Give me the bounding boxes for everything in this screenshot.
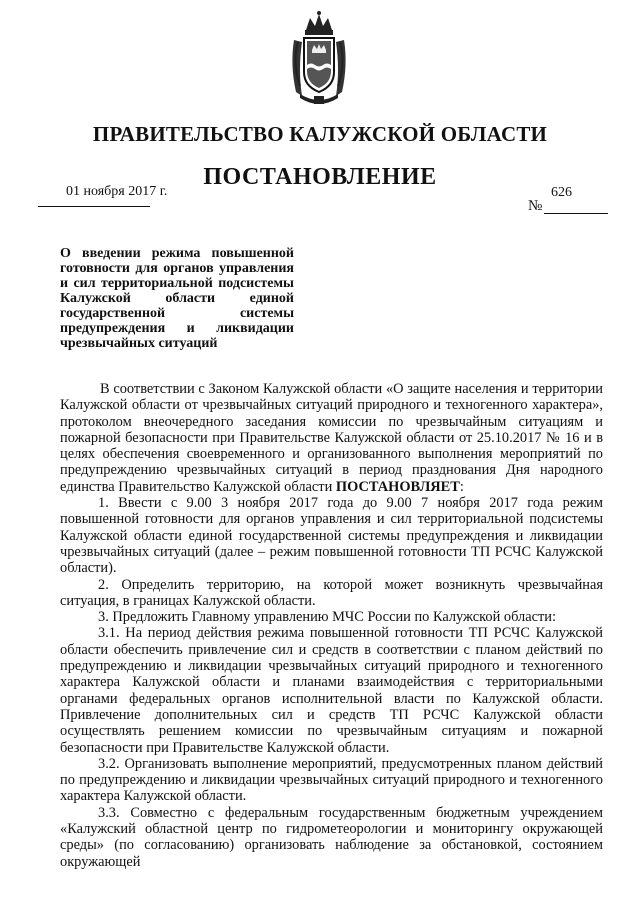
organization-title: ПРАВИТЕЛЬСТВО КАЛУЖСКОЙ ОБЛАСТИ <box>92 122 548 146</box>
preamble-text: В соответствии с Законом Калужской области «О защите населения и территории Калужской области от чрезвычайных ситуаций природного и техногенного характера», протоколом внеочередного заседания комиссии по чрезвычайным ситуациям и пожарной безопасности при Правительстве Калужской области от 25.10.2017 № 16 и в целях обеспечения своевременного и организованного выполнения мероприятий по предупреждению чрезвычайных ситуаций в период празднования Дня народного единства Правительство Калужской области <box>60 381 603 495</box>
document-date: 01 ноября 2017 г. <box>66 184 168 199</box>
item-1: 1. Ввести с 9.00 3 ноября 2017 года до 9.00 7 ноября 2017 года режим повышенной готовности для органов управления и сил территориальной подсистемы Калужской области единой государственной системы предупреждения и ликвидации чрезвычайных ситуаций (далее – режим повышенной готовности ТП РСЧС Калужской области). <box>60 495 603 577</box>
document-body <box>60 381 603 870</box>
subject-line: готовности для органов управления <box>60 261 294 276</box>
subject-line: государственной системы <box>60 306 294 321</box>
document-type: ПОСТАНОВЛЕНИЕ <box>203 164 437 190</box>
preamble-paragraph <box>60 381 603 495</box>
item-3: 3. Предложить Главному управлению МЧС России по Калужской области: <box>98 609 556 626</box>
document-subject <box>60 246 294 351</box>
document-number: 626 <box>551 185 572 200</box>
subject-line: Калужской области единой <box>60 291 294 306</box>
resolves-colon: : <box>459 478 464 495</box>
subject-line: и сил территориальной подсистемы <box>60 276 294 291</box>
date-underline <box>38 206 150 207</box>
subject-line: О введении режима повышенной <box>60 246 294 261</box>
kaluga-coat-of-arms-icon <box>288 10 350 110</box>
number-sign: № <box>528 198 543 214</box>
resolves-keyword: ПОСТАНОВЛЯЕТ <box>335 478 460 495</box>
item-3-3: 3.3. Совместно с федеральным государственным бюджетным учреждением «Калужский областной центр по гидрометеорологии и мониторингу окружающей среды» (по согласованию) организовать наблюдение за обстановкой, состоянием окружающей <box>60 804 603 870</box>
number-underline <box>544 213 608 214</box>
item-3-2: 3.2. Организовать выполнение мероприятий, предусмотренных планом действий по предупреждению и ликвидации чрезвычайных ситуаций природного и техногенного характера Калужской области. <box>60 755 603 805</box>
item-3-1: 3.1. На период действия режима повышенной готовности ТП РСЧС Калужской области обеспечить привлечение сил и средств в соответствии с планом действий по предупреждению и ликвидации чрезвычайных ситуаций природного и техногенного характера Калужской области и планами взаимодействия с территориальными органами федеральных органов исполнительной власти по Калужской области. Привлечение дополнительных сил и средств ТП РСЧС Калужской области осуществлять решением комиссии по чрезвычайным ситуациям и пожарной безопасности при Правительстве Калужской области. <box>60 625 603 756</box>
subject-line: чрезвычайных ситуаций <box>60 336 218 351</box>
item-2: 2. Определить территорию, на которой может возникнуть чрезвычайная ситуация, в границах Калужской области. <box>60 576 603 609</box>
subject-line: предупреждения и ликвидации <box>60 321 294 336</box>
